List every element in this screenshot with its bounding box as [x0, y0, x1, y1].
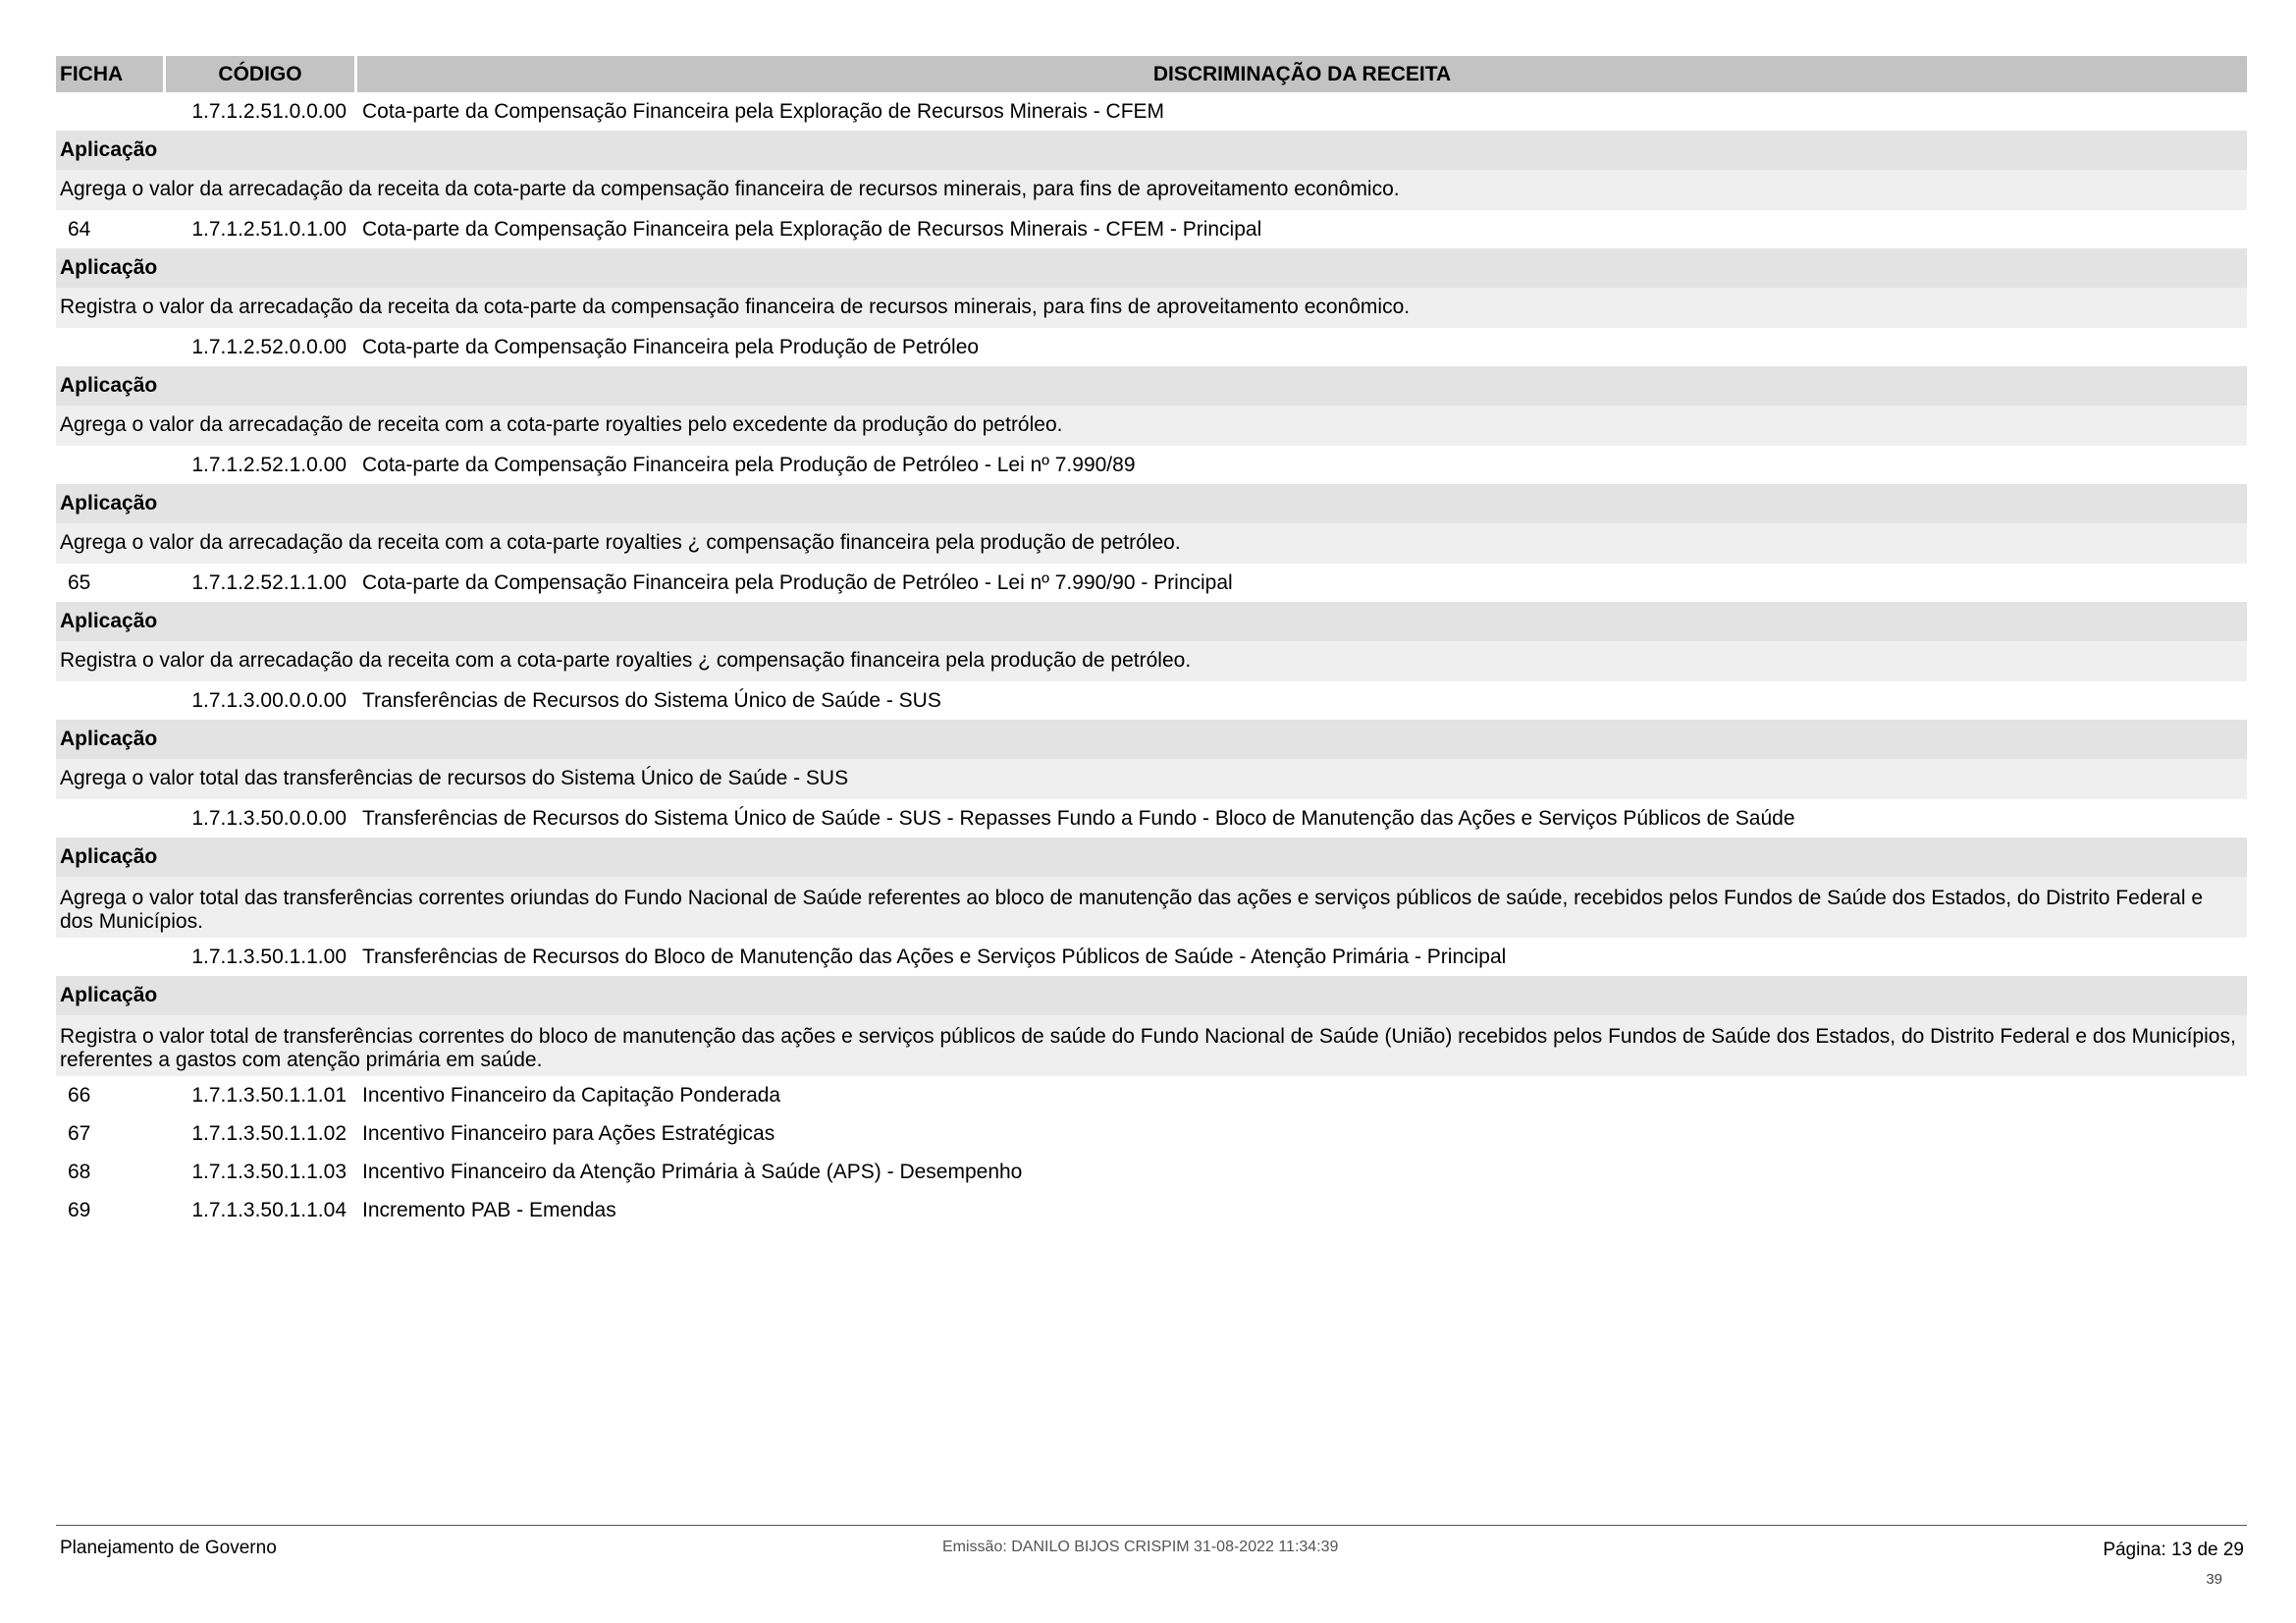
- codigo-cell: 1.7.1.2.52.1.1.00: [191, 571, 347, 594]
- codigo-cell: 1.7.1.2.52.0.0.00: [191, 336, 347, 358]
- codigo-cell: 1.7.1.2.51.0.1.00: [191, 218, 347, 241]
- table-row: [56, 1076, 2247, 1114]
- table-row: [56, 681, 2247, 720]
- aplicacao-text: Agrega o valor total das transferências de recursos do Sistema Único de Saúde - SUS: [56, 759, 2247, 799]
- footer-emission: Emissão: DANILO BIJOS CRISPIM 31-08-2022 11:34:39: [942, 1539, 1339, 1555]
- ficha-cell: [56, 92, 166, 131]
- descricao-cell: Transferências de Recursos do Sistema Único de Saúde - SUS - Repasses Fundo a Fundo - Bloco de Manutenção das Ações e Serviços Públicos de Saúde: [362, 807, 1795, 830]
- aplicacao-label: Aplicação: [56, 976, 2247, 1015]
- table-row: [56, 938, 2247, 976]
- descricao-cell: Cota-parte da Compensação Financeira pela Exploração de Recursos Minerais - CFEM - Principal: [362, 218, 1262, 241]
- aplicacao-label: Aplicação: [56, 838, 2247, 877]
- aplicacao-text: Agrega o valor da arrecadação da receita com a cota-parte royalties ¿ compensação financeira pela produção de petróleo.: [56, 523, 2247, 564]
- ficha-cell: [56, 446, 166, 484]
- descricao-cell: Incremento PAB - Emendas: [362, 1199, 616, 1221]
- table-row: [56, 92, 2247, 131]
- footer-department: Planejamento de Governo: [60, 1538, 277, 1558]
- descricao-cell: Transferências de Recursos do Sistema Único de Saúde - SUS: [362, 689, 941, 712]
- revenue-table: [56, 56, 2247, 1229]
- codigo-cell: 1.7.1.3.00.0.0.00: [191, 689, 347, 712]
- aplicacao-label: Aplicação: [56, 484, 2247, 523]
- ficha-cell: 68: [68, 1161, 91, 1183]
- header-codigo: CÓDIGO: [166, 56, 354, 92]
- codigo-cell: 1.7.1.2.51.0.0.00: [191, 100, 347, 123]
- codigo-cell: 1.7.1.3.50.1.1.04: [191, 1199, 347, 1221]
- aplicacao-label: Aplicação: [56, 720, 2247, 759]
- descricao-cell: Incentivo Financeiro da Capitação Ponderada: [362, 1084, 781, 1107]
- footer-pagination: Página: 13 de 29: [2103, 1540, 2244, 1560]
- footer-divider: [56, 1525, 2247, 1526]
- codigo-cell: 1.7.1.3.50.1.1.02: [191, 1122, 347, 1145]
- ficha-cell: 69: [68, 1199, 91, 1221]
- descricao-cell: Transferências de Recursos do Bloco de Manutenção das Ações e Serviços Públicos de Saúde - Atenção Primária - Principal: [362, 946, 1507, 968]
- descricao-cell: Cota-parte da Compensação Financeira pela Exploração de Recursos Minerais - CFEM: [362, 100, 1165, 123]
- table-header: [56, 56, 2247, 92]
- header-discriminacao: DISCRIMINAÇÃO DA RECEITA: [357, 56, 2247, 92]
- aplicacao-text: Agrega o valor total das transferências correntes oriundas do Fundo Nacional de Saúde referentes ao bloco de manutenção das ações e serviços públicos de saúde, recebidos pelos Fundos de Saúde dos Estados, do Distrito Federal e dos Municípios.: [56, 877, 2247, 938]
- ficha-cell: 67: [68, 1122, 91, 1145]
- codigo-cell: 1.7.1.3.50.1.1.01: [191, 1084, 347, 1107]
- descricao-cell: Incentivo Financeiro para Ações Estratégicas: [362, 1122, 775, 1145]
- footer-page-number: 39: [2206, 1571, 2222, 1588]
- table-row: [56, 446, 2247, 484]
- aplicacao-text: Agrega o valor da arrecadação de receita com a cota-parte royalties pelo excedente da produção do petróleo.: [56, 406, 2247, 446]
- aplicacao-text: Registra o valor total de transferências correntes do bloco de manutenção das ações e serviços públicos de saúde do Fundo Nacional de Saúde (União) recebidos pelos Fundos de Saúde dos Estados, do Distrito Federal e dos Municípios, referentes a gastos com atenção primária em saúde.: [56, 1015, 2247, 1076]
- aplicacao-text: Registra o valor da arrecadação da receita com a cota-parte royalties ¿ compensação financeira pela produção de petróleo.: [56, 641, 2247, 681]
- ficha-cell: [56, 328, 166, 366]
- aplicacao-text: Agrega o valor da arrecadação da receita da cota-parte da compensação financeira de recursos minerais, para fins de aproveitamento econômico.: [56, 170, 2247, 210]
- table-row: [56, 328, 2247, 366]
- descricao-cell: Cota-parte da Compensação Financeira pela Produção de Petróleo - Lei nº 7.990/90 - Principal: [362, 571, 1233, 594]
- codigo-cell: 1.7.1.3.50.1.1.00: [191, 946, 347, 968]
- ficha-cell: [56, 799, 166, 838]
- table-row: [56, 564, 2247, 602]
- ficha-cell: 64: [68, 218, 91, 241]
- aplicacao-label: Aplicação: [56, 248, 2247, 288]
- aplicacao-label: Aplicação: [56, 131, 2247, 170]
- table-row: [56, 210, 2247, 248]
- descricao-cell: Cota-parte da Compensação Financeira pela Produção de Petróleo: [362, 336, 980, 358]
- aplicacao-label: Aplicação: [56, 602, 2247, 641]
- table-row: [56, 1153, 2247, 1191]
- codigo-cell: 1.7.1.2.52.1.0.00: [191, 454, 347, 476]
- table-row: [56, 799, 2247, 838]
- descricao-cell: Incentivo Financeiro da Atenção Primária à Saúde (APS) - Desempenho: [362, 1161, 1023, 1183]
- ficha-cell: [56, 938, 166, 976]
- aplicacao-label: Aplicação: [56, 366, 2247, 406]
- descricao-cell: Cota-parte da Compensação Financeira pela Produção de Petróleo - Lei nº 7.990/89: [362, 454, 1136, 476]
- table-row: [56, 1114, 2247, 1153]
- codigo-cell: 1.7.1.3.50.0.0.00: [191, 807, 347, 830]
- codigo-cell: 1.7.1.3.50.1.1.03: [191, 1161, 347, 1183]
- header-ficha: FICHA: [56, 56, 163, 92]
- table-row: [56, 1191, 2247, 1229]
- aplicacao-text: Registra o valor da arrecadação da receita da cota-parte da compensação financeira de recursos minerais, para fins de aproveitamento econômico.: [56, 288, 2247, 328]
- ficha-cell: 66: [68, 1084, 91, 1107]
- ficha-cell: 65: [68, 571, 91, 594]
- ficha-cell: [56, 681, 166, 720]
